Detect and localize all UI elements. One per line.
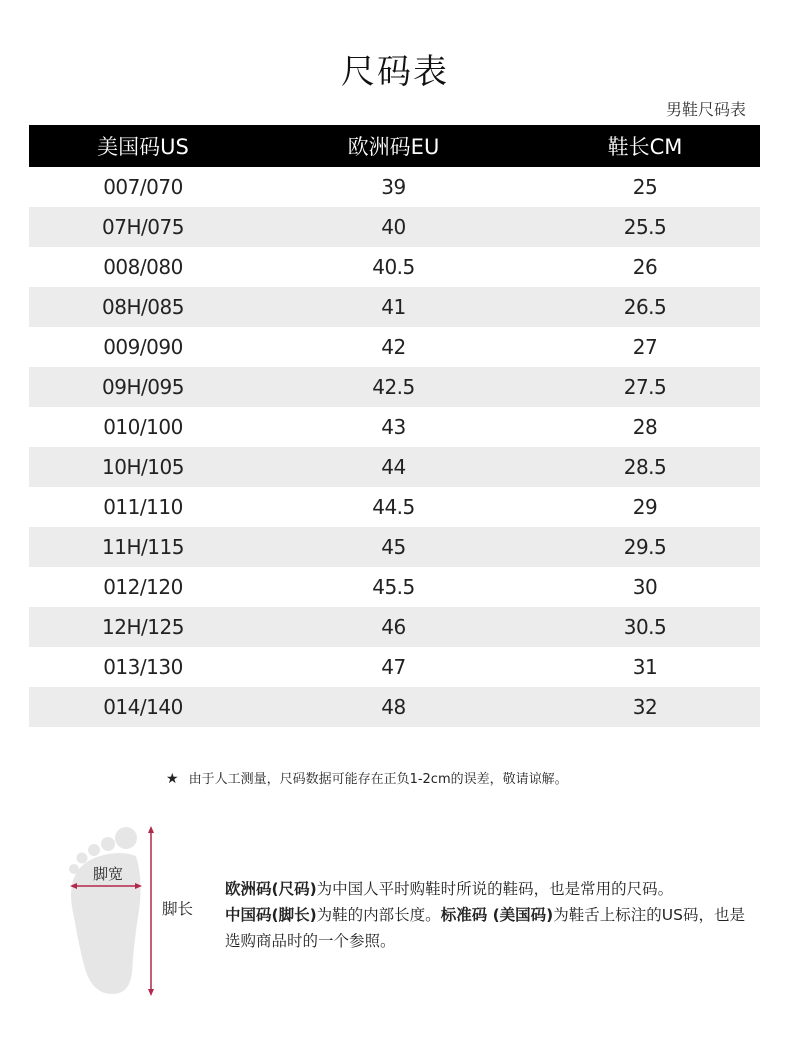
cell-eu: 45.5 <box>372 575 415 599</box>
foot-width-label: 脚宽 <box>92 865 124 883</box>
toe-icon <box>77 853 88 864</box>
cell-eu: 44.5 <box>372 495 415 519</box>
table-body <box>29 167 760 727</box>
cell-eu: 45 <box>381 535 406 559</box>
foot-length-label: 脚长 <box>162 900 194 918</box>
cell-us: 09H/095 <box>102 375 184 399</box>
foot-illustration <box>60 822 170 998</box>
desc-us-term: 标准码 (美国码) <box>440 906 554 924</box>
header-eu: 欧洲码EU <box>347 135 440 159</box>
cell-cm: 32 <box>632 695 658 719</box>
cell-eu: 42.5 <box>372 375 415 399</box>
measurement-note <box>166 768 568 787</box>
header-cm: 鞋长CM <box>607 135 683 159</box>
table-row <box>29 167 760 207</box>
table-row <box>29 327 760 367</box>
cell-us: 007/070 <box>103 175 183 199</box>
cell-us: 10H/105 <box>102 455 184 479</box>
cell-cm: 26 <box>632 255 658 279</box>
cell-us: 07H/075 <box>102 215 184 239</box>
table-row <box>29 607 760 647</box>
cell-cm: 28.5 <box>623 455 667 479</box>
cell-eu: 47 <box>381 655 406 679</box>
cell-us: 012/120 <box>103 575 183 599</box>
cell-us: 009/090 <box>103 335 183 359</box>
cell-us: 010/100 <box>103 415 183 439</box>
cell-us: 11H/115 <box>102 535 184 559</box>
table-row <box>29 207 760 247</box>
table-row <box>29 487 760 527</box>
toe-big-icon <box>115 827 137 849</box>
note-text: 由于人工测量，尺码数据可能存在正负1-2cm的误差，敬请谅解。 <box>188 772 568 787</box>
cell-us: 008/080 <box>103 255 183 279</box>
cell-cm: 31 <box>632 655 658 679</box>
table-row <box>29 647 760 687</box>
desc-eu-term: 欧洲码(尺码) <box>225 880 317 898</box>
table-row <box>29 367 760 407</box>
table-row <box>29 287 760 327</box>
cell-eu: 44 <box>381 455 406 479</box>
cell-us: 011/110 <box>103 495 183 519</box>
cell-us: 08H/085 <box>102 295 184 319</box>
cell-cm: 30 <box>632 575 658 599</box>
table-row <box>29 527 760 567</box>
foot-diagram <box>60 822 170 998</box>
cell-cm: 29 <box>632 495 658 519</box>
cell-cm: 25.5 <box>623 215 667 239</box>
cell-cm: 27.5 <box>623 375 667 399</box>
desc-eu-text: 为中国人平时购鞋时所说的鞋码，也是常用的尺码。 <box>316 880 674 898</box>
cell-eu: 40.5 <box>372 255 415 279</box>
cell-eu: 43 <box>381 415 406 439</box>
table-row <box>29 407 760 447</box>
desc-cn-text: 为鞋的内部长度。 <box>316 906 441 924</box>
size-table <box>29 125 760 727</box>
cell-eu: 42 <box>381 335 406 359</box>
table-row <box>29 247 760 287</box>
cell-cm: 26.5 <box>623 295 667 319</box>
arrow-down-icon <box>148 989 154 996</box>
star-icon: ★ <box>166 771 179 787</box>
cell-eu: 39 <box>381 175 406 199</box>
header-us: 美国码US <box>97 135 189 159</box>
cell-us: 013/130 <box>103 655 183 679</box>
cell-cm: 25 <box>632 175 658 199</box>
table-row <box>29 687 760 727</box>
desc-cn-term: 中国码(脚长) <box>225 906 317 924</box>
table-header <box>29 125 760 167</box>
desc-us-text: 为鞋舌上标注的US码，也是选购商品时的一个参照。 <box>225 906 745 950</box>
cell-eu: 40 <box>381 215 406 239</box>
table-subtitle: 男鞋尺码表 <box>665 100 746 119</box>
cell-us: 12H/125 <box>102 615 184 639</box>
table-row <box>29 567 760 607</box>
size-description <box>225 876 745 954</box>
cell-eu: 46 <box>381 615 406 639</box>
page-title: 尺码表 <box>341 52 449 92</box>
toe-icon <box>88 844 100 856</box>
cell-cm: 30.5 <box>623 615 667 639</box>
cell-eu: 41 <box>381 295 406 319</box>
toe-icon <box>101 837 115 851</box>
cell-cm: 29.5 <box>623 535 667 559</box>
table-row <box>29 447 760 487</box>
cell-cm: 27 <box>632 335 658 359</box>
cell-us: 014/140 <box>103 695 183 719</box>
cell-cm: 28 <box>632 415 658 439</box>
arrow-up-icon <box>148 826 154 833</box>
cell-eu: 48 <box>381 695 406 719</box>
